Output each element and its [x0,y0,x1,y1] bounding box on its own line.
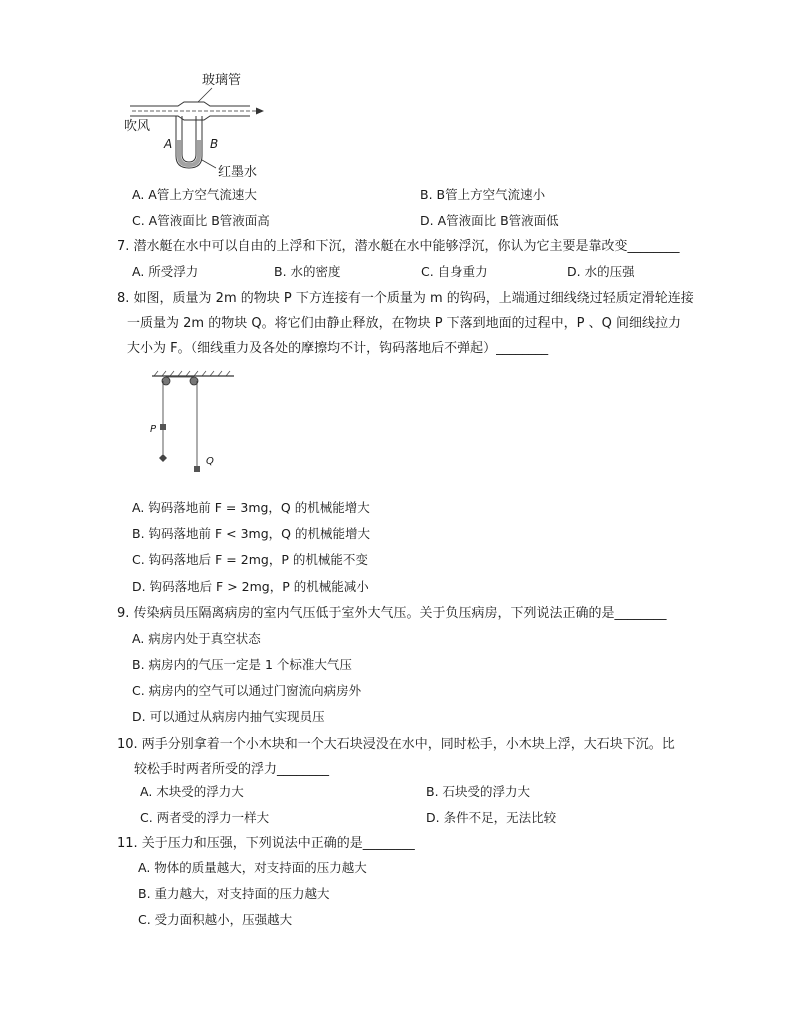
figure-pulley [148,368,248,488]
tube-upper-wall [130,102,250,106]
q10-option-c: C. 两者受的浮力一样大 [140,810,270,825]
ink-label-leader [202,160,216,168]
label-b: B [210,137,219,151]
q6-option-a: A. A管上方空气流速大 [132,187,257,202]
q7-option-c: C. 自身重力 [421,264,488,279]
q6-option-d: D. A管液面比 B管液面低 [420,213,559,228]
u-tube-inner [182,116,196,162]
q7-stem: 7. 潜水艇在水中可以自由的上浮和下沉，潜水艇在水中能够浮沉，你认为它主要是靠改变________ [117,239,680,254]
q11-option-b: B. 重力越大，对支持面的压力越大 [138,886,330,901]
q10-stem-line-1: 10. 两手分别拿着一个小木块和一个大石块浸没在水中，同时松手，小木块上浮，大石块下沉。比 [117,737,675,752]
q10-option-b: B. 石块受的浮力大 [426,784,531,799]
q9-option-c: C. 病房内的空气可以通过门窗流向病房外 [132,683,362,698]
q8-option-c: C. 钩码落地后 F = 2mg，P 的机械能不变 [132,552,368,567]
q8-stem-line-2: 一质量为 2m 的物块 Q。将它们由静止释放，在物块 P 下落到地面的过程中，P 、Q 间细线拉力 [127,316,682,331]
q7-option-b: B. 水的密度 [274,264,341,279]
q8-option-d: D. 钩码落地后 F > 2mg，P 的机械能减小 [132,579,369,594]
block-q [194,466,200,472]
q9-option-d: D. 可以通过从病房内抽气实现员压 [132,709,325,724]
q9-option-a: A. 病房内处于真空状态 [132,631,261,646]
label-a: A [164,137,173,151]
q7-option-a: A. 所受浮力 [132,264,199,279]
figure-glass-tube [120,70,270,180]
label-p: P [150,424,157,435]
label-q: Q [206,456,214,467]
q9-option-b: B. 病房内的气压一定是 1 个标准大气压 [132,657,352,672]
q10-option-a: A. 木块受的浮力大 [140,784,244,799]
label-red-ink: 红墨水 [218,165,258,180]
q7-option-d: D. 水的压强 [567,264,635,279]
hook-weight [159,454,167,462]
q8-stem-line-3: 大小为 F。（细线重力及各处的摩擦均不计，钩码落地后不弹起）________ [127,341,549,356]
q6-option-c: C. A管液面比 B管液面高 [132,213,270,228]
label-blow: 吹风 [124,119,151,134]
q8-option-a: A. 钩码落地前 F = 3mg，Q 的机械能增大 [132,500,370,515]
airflow-arrowhead [256,108,264,115]
q10-option-d: D. 条件不足，无法比较 [426,810,557,825]
q8-stem-line-1: 8. 如图，质量为 2m 的物块 P 下方连接有一个质量为 m 的钩码，上端通过细线绕过轻质定滑轮连接 [117,291,694,306]
q8-option-b: B. 钩码落地前 F < 3mg，Q 的机械能增大 [132,526,370,541]
q11-stem: 11. 关于压力和压强，下列说法中正确的是________ [117,836,415,851]
q11-option-a: A. 物体的质量越大，对支持面的压力越大 [138,860,367,875]
label-glass-tube: 玻璃管 [202,73,242,88]
ceiling-hatch [154,371,230,376]
q10-stem-line-2: 较松手时两者所受的浮力________ [134,762,330,777]
red-ink [177,140,201,167]
tube-label-leader [198,88,212,102]
block-p [160,424,166,430]
q6-option-b: B. B管上方空气流速小 [420,187,546,202]
q11-option-c: C. 受力面积越小，压强越大 [138,912,293,927]
q9-stem: 9. 传染病员压隔离病房的室内气压低于室外大气压。关于负压病房，下列说法正确的是________ [117,606,667,621]
